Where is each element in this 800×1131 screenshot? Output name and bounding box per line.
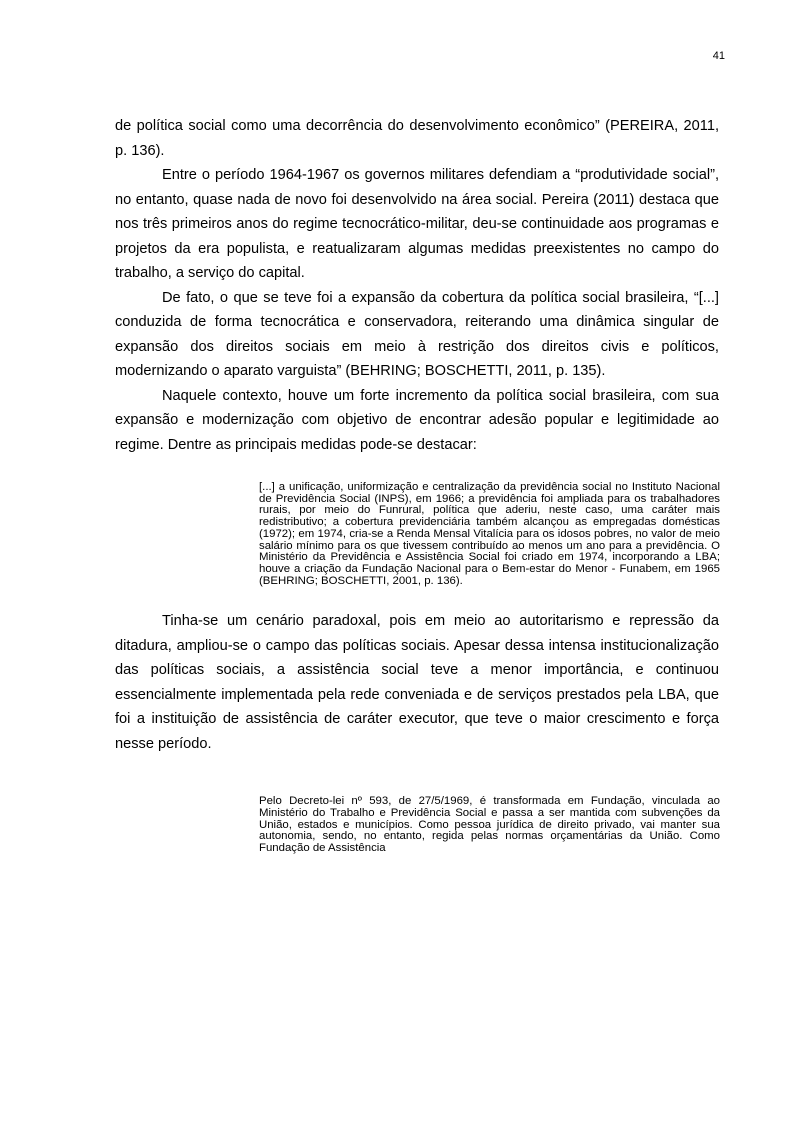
block-quote-measures: [...] a unificação, uniformização e centralização da previdência social no Instituto Nacional de Previdência Social (INPS), em 1966; a previdência foi ampliada para os trabalhadores rurais, por meio do Funrural, política que aderiu, neste caso, uma caráter mais redistributivo; a cobertura previdenciária também alcançou as empregadas domésticas (1972); em 1974, cria-se a Renda Mensal Vitalícia para os idosos pobres, no valor de meio salário mínimo para os que tivessem contribuído ao menos um ano para a previdência. O Ministério da Previdência e Assistência Social foi criado em 1974, incorporando a LBA; houve a criação da Fundação Nacional para o Bem-estar do Menor - Funabem, em 1965 (BEHRING; BOSCHETTI, 2001, p. 136). (259, 481, 720, 587)
block-quote-decree: Pelo Decreto-lei nº 593, de 27/5/1969, é transformada em Fundação, vinculada ao Ministério do Trabalho e Previdência Social e passa a ser mantida com subvenções da União, estados e municípios. Como pessoa jurídica de direito privado, vai manter sua autonomia, sendo, no entanto, regida pelas normas orçamentárias da União. Como Fundação de Assistência (259, 795, 720, 855)
paragraph-context-measures: Naquele contexto, houve um forte incremento da política social brasileira, com sua expansão e modernização com objetivo de encontrar adesão popular e legitimidade ao regime. Dentre as principais medidas pode-se destacar: (115, 387, 719, 453)
paragraph-paradoxical-scenario: Tinha-se um cenário paradoxal, pois em meio ao autoritarismo e repressão da ditadura, ampliou-se o campo das políticas sociais. Apesar dessa intensa institucionalização das políticas sociais, a assistência social teve a menor importância, e continuou essencialmente implementada pela rede conveniada e de serviços prestados pela LBA, que foi a instituição de assistência de caráter executor, que teve o maior crescimento e força nesse período. (115, 613, 719, 752)
paragraph-military-governments: Entre o período 1964-1967 os governos militares defendiam a “produtividade social”, no entanto, quase nada de novo foi desenvolvido na área social. Pereira (2011) destaca que nos três primeiros anos do regime tecnocrático-militar, deu-se continuidade aos programas e projetos da era populista, e reatualizaram algumas medidas preexistentes no campo do trabalho, a serviço do capital. (115, 167, 719, 281)
document-body (115, 114, 719, 855)
paragraph-coverage-expansion: De fato, o que se teve foi a expansão da cobertura da política social brasileira, “[...] conduzida de forma tecnocrática e conservadora, reiterando uma dinâmica singular de expansão dos direitos sociais em meio à restrição dos direitos civis e políticos, modernizando o aparato varguista” (BEHRING; BOSCHETTI, 2011, p. 135). (115, 289, 719, 379)
paragraph-continuation: de política social como uma decorrência do desenvolvimento econômico” (PEREIRA, 2011, p. 136). (115, 118, 719, 159)
page-number: 41 (712, 50, 725, 62)
